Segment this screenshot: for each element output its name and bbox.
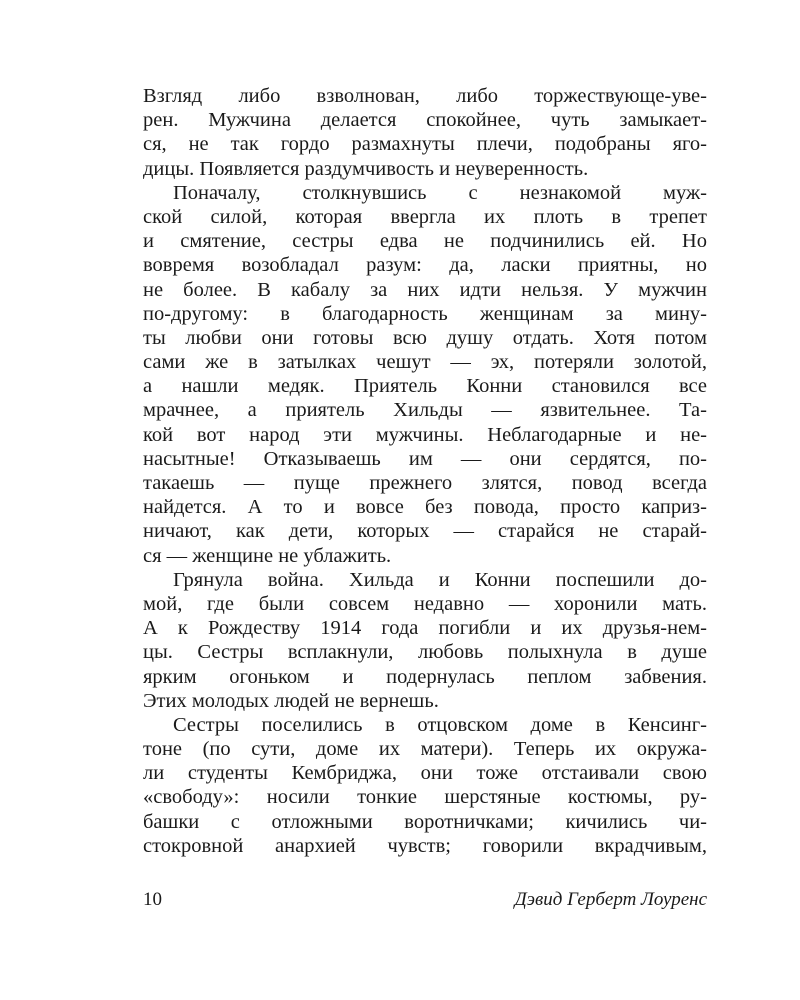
text-line: мой, где были совсем недавно — хоронили мать.: [143, 592, 707, 615]
text-line: дицы. Появляется раздумчивость и неуверенность.: [143, 157, 589, 180]
text-line: Сестры поселились в отцовском доме в Кенсинг-: [173, 713, 707, 736]
text-line: рен. Мужчина делается спокойнее, чуть замыкает-: [143, 109, 707, 132]
text-line: тоне (по сути, доме их матери). Теперь их окружа-: [143, 738, 707, 761]
text-line: башки с отложными воротничками; кичились чи-: [143, 810, 707, 833]
text-line: ской силой, которая ввергла их плоть в трепет: [143, 205, 707, 228]
text-line: а нашли медяк. Приятель Конни становился все: [143, 375, 707, 398]
text-line: и смятение, сестры едва не подчинились ей. Но: [143, 230, 707, 253]
running-author-name: Дэвид Герберт Лоуренс: [514, 889, 707, 910]
text-line: насытные! Отказываешь им — они сердятся, по-: [143, 447, 707, 470]
text-line: такаешь — пуще прежнего злятся, повод всегда: [143, 472, 707, 494]
text-line: кой вот народ эти мужчины. Неблагодарные и не-: [143, 423, 707, 446]
text-line: ся, не так гордо размахнуты плечи, подобраны яго-: [143, 133, 707, 156]
text-line: найдется. А то и вовсе без повода, просто каприз-: [143, 496, 707, 519]
text-line: «свободу»: носили тонкие шерстяные костюмы, ру-: [143, 786, 707, 809]
text-line: ли студенты Кембриджа, они тоже отстаивали свою: [143, 762, 707, 785]
text-line: Поначалу, столкнувшись с незнакомой муж-: [173, 181, 707, 204]
text-line: стокровной анархией чувств; говорили вкрадчивым,: [143, 834, 707, 857]
text-line: Взгляд либо взволнован, либо торжествующе-уве-: [143, 85, 707, 107]
text-line: мрачнее, а приятель Хильды — язвительнее. Та-: [143, 399, 707, 422]
text-line: по-другому: в благодарность женщинам за мину-: [143, 302, 707, 325]
text-line: сами же в затылках чешут — эх, потеряли золотой,: [143, 351, 707, 374]
page-number: 10: [143, 889, 162, 910]
page-footer: [143, 887, 707, 913]
text-line: не более. В кабалу за них идти нельзя. У мужчин: [143, 278, 707, 301]
text-line: Этих молодых людей не вернешь.: [143, 689, 439, 712]
text-line: цы. Сестры всплакнули, любовь полыхнула в душе: [143, 641, 707, 664]
text-line: ся — женщине не ублажить.: [143, 544, 392, 567]
text-line: вовремя возобладал разум: да, ласки приятны, но: [143, 254, 707, 277]
text-line: А к Рождеству 1914 года погибли и их друзья-нем-: [143, 617, 707, 640]
text-line: Грянула война. Хильда и Конни поспешили до-: [173, 568, 707, 591]
text-line: ничают, как дети, которых — старайся не старай-: [143, 520, 707, 543]
book-page-text: [143, 84, 707, 858]
text-line: ярким огоньком и подернулась пеплом забвения.: [143, 665, 707, 688]
text-line: ты любви они готовы всю душу отдать. Хотя потом: [143, 326, 707, 349]
